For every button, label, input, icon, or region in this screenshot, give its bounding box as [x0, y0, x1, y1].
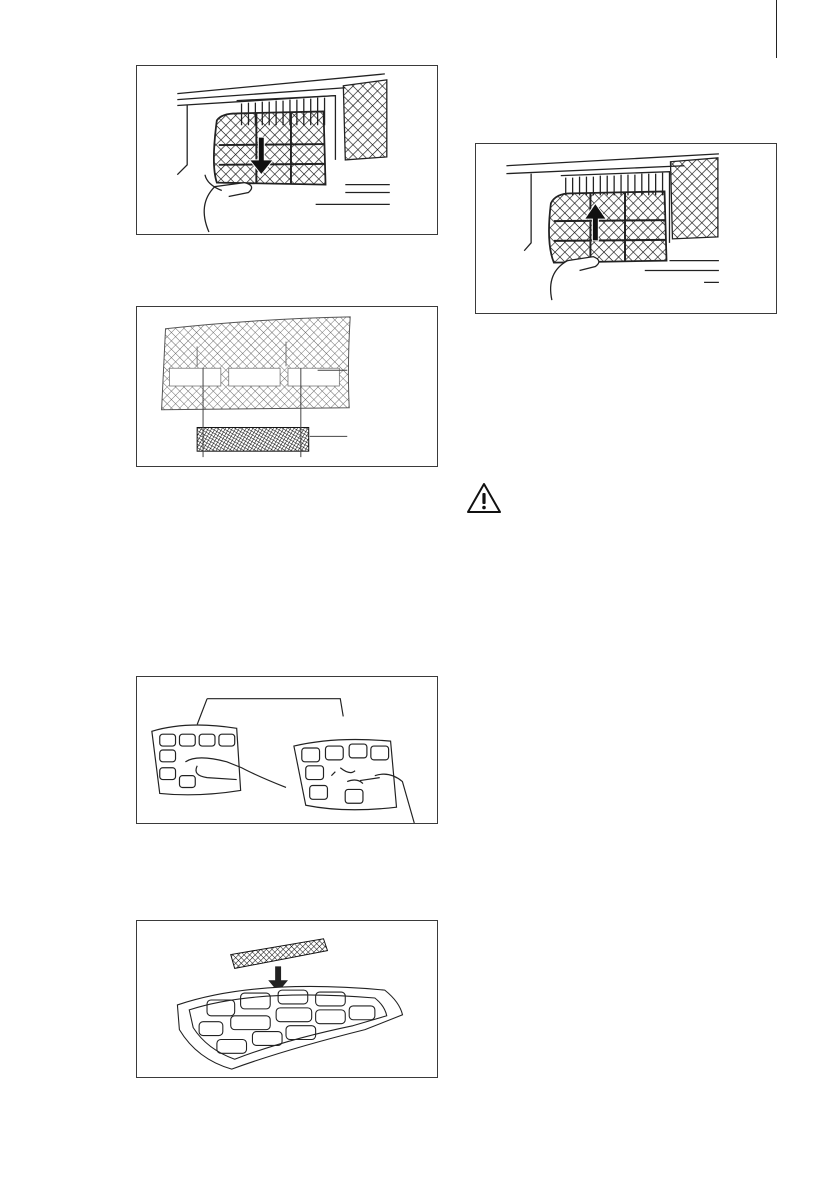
figure-remove-filter [136, 65, 438, 235]
insert-element-illustration [137, 921, 437, 1077]
filter-parts-illustration [137, 307, 437, 466]
warning-triangle-icon [466, 482, 502, 514]
figure-insert-element [136, 920, 438, 1078]
remove-filter-illustration [137, 66, 437, 234]
figure-clean-filter [136, 676, 438, 824]
figure-reinstall-filter [475, 143, 777, 314]
page-trim-line [776, 0, 777, 58]
figure-filter-parts [136, 306, 438, 467]
reinstall-filter-illustration [476, 144, 776, 313]
clean-filter-illustration [137, 677, 437, 823]
